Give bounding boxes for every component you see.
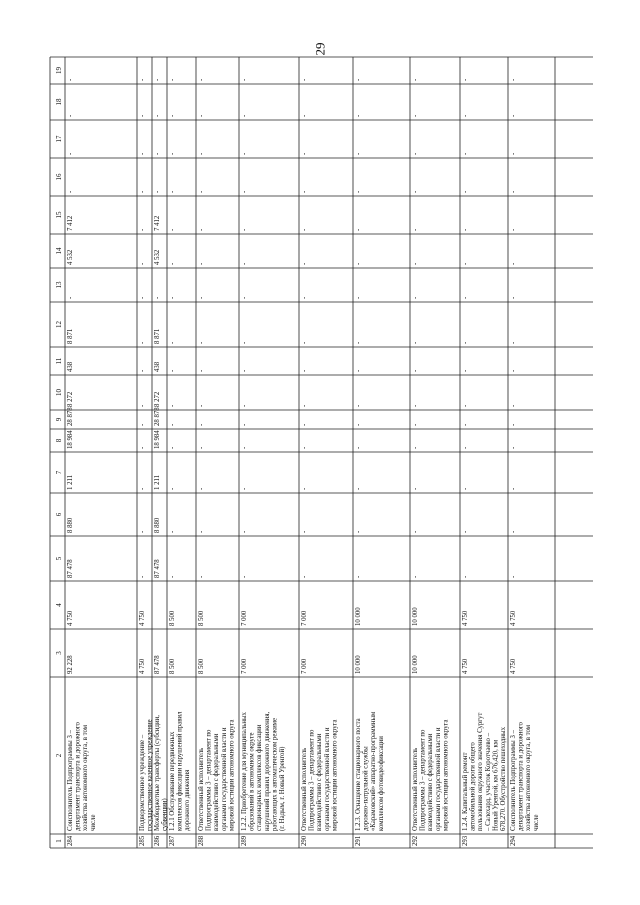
- cell-value: -: [301, 262, 308, 265]
- cell-value: -: [198, 487, 205, 490]
- row-description: органами государственной власти и: [323, 727, 331, 831]
- cell-value: 28 878: [154, 407, 161, 426]
- row-description: Подпрограммы 3 – департамент по: [419, 729, 427, 831]
- cell-value: 8 500: [198, 658, 205, 674]
- cell-value: -: [241, 114, 248, 117]
- row-description: взаимодействию с федеральными: [427, 733, 435, 831]
- cell-value: -: [67, 296, 74, 299]
- row-description: Ответственный исполнитель: [198, 747, 205, 831]
- cell-value: -: [462, 575, 469, 578]
- cell-value: 87 478: [154, 655, 161, 674]
- row-description: 1.2.4. Капитальный ремонт: [462, 752, 469, 831]
- cell-value: -: [355, 341, 362, 344]
- cell-value: -: [241, 341, 248, 344]
- cell-value: 87 478: [67, 559, 74, 578]
- cell-value: -: [462, 404, 469, 407]
- cell-value: -: [412, 296, 419, 299]
- cell-value: -: [169, 78, 176, 81]
- cell-value: -: [355, 296, 362, 299]
- cell-value: -: [67, 114, 74, 117]
- row-description: «Карамовский» аппаратно-программным: [370, 711, 378, 831]
- cell-value: -: [462, 446, 469, 449]
- cell-value: -: [510, 262, 517, 265]
- cell-value: -: [241, 404, 248, 407]
- cell-value: -: [301, 530, 308, 533]
- row-description: Межбюджетные трансферты (субсидии,: [154, 715, 161, 831]
- cell-value: -: [169, 114, 176, 117]
- cell-value: -: [67, 152, 74, 155]
- row-number: 286: [154, 835, 161, 846]
- column-number: 10: [55, 389, 63, 396]
- cell-value: -: [139, 446, 146, 449]
- row-number: 289: [241, 835, 248, 846]
- cell-value: 438: [67, 361, 74, 372]
- cell-value: -: [139, 262, 146, 265]
- cell-value: 7 412: [154, 215, 161, 231]
- row-description: автомобильной дороги общего: [469, 742, 477, 831]
- cell-value: -: [301, 446, 308, 449]
- cell-value: -: [198, 78, 205, 81]
- column-number: 17: [55, 135, 63, 143]
- cell-value: -: [169, 262, 176, 265]
- cell-value: -: [241, 369, 248, 372]
- cell-value: -: [169, 296, 176, 299]
- cell-value: -: [169, 190, 176, 193]
- cell-value: 4 750: [462, 658, 469, 674]
- row-description: 1.2.1 Обслуживание передвижных: [169, 731, 176, 831]
- column-number: 2: [55, 753, 63, 758]
- cell-value: -: [154, 190, 161, 193]
- cell-value: -: [198, 296, 205, 299]
- cell-value: -: [462, 190, 469, 193]
- cell-value: 87 478: [154, 559, 161, 578]
- cell-value: 10 000: [355, 607, 362, 626]
- cell-value: -: [301, 575, 308, 578]
- column-number: 14: [55, 247, 63, 255]
- column-number: 7: [55, 470, 63, 475]
- cell-value: -: [301, 369, 308, 372]
- cell-value: -: [198, 190, 205, 193]
- cell-value: 7 000: [301, 658, 308, 674]
- cell-value: -: [412, 530, 419, 533]
- cell-value: -: [139, 114, 146, 117]
- cell-value: -: [198, 575, 205, 578]
- row-description: государственное казенное учреждение: [146, 719, 154, 831]
- row-description: 1.2.2. Приобретение для муниципальных: [241, 712, 248, 831]
- row-description: дорожного движения: [184, 769, 192, 831]
- cell-value: -: [169, 423, 176, 426]
- cell-value: -: [510, 575, 517, 578]
- cell-value: -: [510, 369, 517, 372]
- cell-value: 4 532: [67, 249, 74, 265]
- cell-value: -: [355, 369, 362, 372]
- cell-value: 4 750: [510, 610, 517, 626]
- cell-value: -: [462, 369, 469, 372]
- cell-value: -: [241, 262, 248, 265]
- row-description: числе: [89, 814, 97, 831]
- cell-value: 4 750: [139, 658, 146, 674]
- cell-value: -: [198, 446, 205, 449]
- cell-value: -: [462, 423, 469, 426]
- cell-value: -: [462, 78, 469, 81]
- cell-value: -: [462, 114, 469, 117]
- row-description: комплексов фиксации нарушений правил: [176, 711, 184, 831]
- cell-value: -: [139, 78, 146, 81]
- cell-value: -: [198, 152, 205, 155]
- cell-value: 4 750: [510, 658, 517, 674]
- cell-value: 4 532: [154, 249, 161, 265]
- cell-value: -: [510, 190, 517, 193]
- cell-value: -: [169, 530, 176, 533]
- cell-value: 8 880: [154, 517, 161, 533]
- cell-value: -: [139, 190, 146, 193]
- cell-value: 1 211: [154, 474, 161, 490]
- row-description: органами государственной власти и: [434, 727, 442, 831]
- cell-value: 8 500: [169, 610, 176, 626]
- cell-value: 8 500: [198, 610, 205, 626]
- cell-value: -: [355, 190, 362, 193]
- cell-value: -: [510, 423, 517, 426]
- cell-value: -: [355, 423, 362, 426]
- cell-value: -: [510, 78, 517, 81]
- cell-value: -: [412, 190, 419, 193]
- cell-value: -: [154, 296, 161, 299]
- cell-value: -: [301, 190, 308, 193]
- row-description: (г. Надым, г. Новый Уренгой): [279, 746, 286, 831]
- cell-value: -: [139, 152, 146, 155]
- cell-value: -: [241, 152, 248, 155]
- cell-value: -: [510, 341, 517, 344]
- cell-value: 8 871: [154, 328, 161, 344]
- row-description: взаимодействию с федеральными: [213, 733, 221, 831]
- cell-value: -: [169, 446, 176, 449]
- row-description: 1.2.3. Оснащение стационарного поста: [355, 718, 362, 831]
- row-description: взаимодействию с федеральными: [316, 733, 324, 831]
- cell-value: -: [510, 296, 517, 299]
- row-description: мировой юстиции автономного округа: [442, 719, 450, 831]
- cell-value: 438: [154, 361, 161, 372]
- row-description: Подпрограммы 3 – департамент по: [308, 729, 316, 831]
- column-number: 16: [55, 173, 63, 181]
- cell-value: 7 000: [241, 658, 248, 674]
- cell-value: -: [510, 114, 517, 117]
- cell-value: -: [139, 296, 146, 299]
- cell-value: -: [241, 446, 248, 449]
- row-description: стационарных комплексов фиксации: [256, 724, 264, 831]
- cell-value: -: [241, 190, 248, 193]
- row-description: департамент транспорта и дорожного: [517, 722, 525, 831]
- cell-value: -: [301, 114, 308, 117]
- cell-value: -: [412, 446, 419, 449]
- cell-value: -: [139, 404, 146, 407]
- cell-value: -: [154, 152, 161, 155]
- cell-value: -: [355, 114, 362, 117]
- column-number: 9: [55, 417, 63, 422]
- column-number: 6: [55, 512, 63, 517]
- cell-value: -: [355, 404, 362, 407]
- column-number: 15: [55, 211, 63, 219]
- cell-value: -: [462, 228, 469, 231]
- row-description: мировой юстиции автономного округа: [331, 719, 339, 831]
- cell-value: -: [139, 369, 146, 372]
- row-description: мировой юстиции автономного округа: [228, 719, 236, 831]
- cell-value: -: [412, 369, 419, 372]
- cell-value: -: [462, 487, 469, 490]
- cell-value: -: [139, 228, 146, 231]
- cell-value: -: [412, 575, 419, 578]
- row-number: 284: [67, 835, 74, 846]
- cell-value: -: [169, 369, 176, 372]
- cell-value: -: [67, 190, 74, 193]
- cell-value: -: [198, 228, 205, 231]
- row-description: Ответственный исполнитель: [412, 747, 419, 831]
- row-number: 291: [355, 835, 362, 846]
- cell-value: -: [198, 404, 205, 407]
- row-description: органами государственной власти и: [220, 727, 228, 831]
- cell-value: -: [412, 114, 419, 117]
- row-number: 285: [139, 835, 146, 846]
- cell-value: -: [169, 487, 176, 490]
- cell-value: -: [412, 423, 419, 426]
- cell-value: -: [301, 152, 308, 155]
- column-number: 1: [55, 839, 63, 843]
- cell-value: -: [198, 530, 205, 533]
- row-description: Подпрограммы 3 – департамент по: [205, 729, 213, 831]
- cell-value: -: [510, 487, 517, 490]
- cell-value: 4 750: [139, 610, 146, 626]
- row-description: Соисполнитель Подпрограммы 3 –: [67, 730, 74, 831]
- cell-value: -: [412, 262, 419, 265]
- cell-value: 8 272: [67, 391, 74, 407]
- cell-value: 92 228: [67, 655, 74, 674]
- cell-value: -: [355, 446, 362, 449]
- cell-value: -: [412, 341, 419, 344]
- cell-value: -: [301, 487, 308, 490]
- row-description: – Салехард, участок Коротчаево –: [484, 732, 492, 831]
- cell-value: 10 000: [355, 655, 362, 674]
- cell-value: 10 000: [412, 655, 419, 674]
- row-description: дорожно-патрульной службы: [362, 746, 370, 831]
- column-number: 18: [55, 98, 63, 106]
- cell-value: -: [169, 341, 176, 344]
- column-number: 12: [55, 321, 63, 328]
- cell-value: -: [355, 152, 362, 155]
- cell-value: -: [241, 78, 248, 81]
- row-description: числе: [532, 814, 540, 831]
- cell-value: -: [198, 369, 205, 372]
- row-description: Подведомственное учреждение –: [139, 734, 146, 831]
- column-number: 11: [55, 357, 63, 365]
- cell-value: -: [154, 78, 161, 81]
- row-number: 287: [169, 835, 176, 846]
- cell-value: -: [355, 228, 362, 231]
- cell-value: 8 272: [154, 391, 161, 407]
- cell-value: -: [139, 575, 146, 578]
- cell-value: -: [355, 78, 362, 81]
- cell-value: 7 000: [301, 610, 308, 626]
- cell-value: -: [301, 228, 308, 231]
- cell-value: 28 878: [67, 407, 74, 426]
- column-number: 8: [55, 438, 63, 443]
- cell-value: 7 000: [241, 610, 248, 626]
- row-description: пользования окружного значения Сургут: [477, 712, 485, 831]
- cell-value: -: [198, 262, 205, 265]
- cell-value: -: [462, 152, 469, 155]
- cell-value: -: [355, 262, 362, 265]
- column-number: 19: [55, 67, 63, 74]
- row-number: 290: [301, 835, 308, 846]
- cell-value: -: [169, 404, 176, 407]
- row-number: 293: [462, 835, 469, 846]
- cell-value: -: [355, 575, 362, 578]
- cell-value: -: [412, 152, 419, 155]
- cell-value: 1 211: [67, 474, 74, 490]
- cell-value: 8 871: [67, 328, 74, 344]
- row-number: 292: [412, 835, 419, 846]
- cell-value: -: [301, 78, 308, 81]
- cell-value: -: [241, 423, 248, 426]
- cell-value: -: [355, 487, 362, 490]
- cell-value: -: [510, 228, 517, 231]
- cell-value: -: [198, 114, 205, 117]
- row-description: департамент транспорта и дорожного: [74, 722, 82, 831]
- cell-value: -: [355, 530, 362, 533]
- cell-value: -: [462, 262, 469, 265]
- cell-value: -: [154, 114, 161, 117]
- row-description: хозяйства автономного округа, в том: [82, 724, 90, 831]
- row-description: образований в автономном округе: [248, 732, 256, 831]
- cell-value: 18 984: [154, 430, 161, 449]
- row-number: 288: [198, 835, 205, 846]
- cell-value: -: [412, 487, 419, 490]
- column-number: 13: [55, 281, 63, 289]
- row-description: хозяйства автономного округа, в том: [525, 724, 533, 831]
- cell-value: -: [301, 296, 308, 299]
- cell-value: -: [462, 530, 469, 533]
- cell-value: -: [301, 341, 308, 344]
- cell-value: -: [139, 423, 146, 426]
- cell-value: -: [301, 404, 308, 407]
- table-grid: [50, 57, 593, 848]
- row-description: комплексом фотовидеофиксации: [377, 736, 385, 831]
- row-description: работающих в автоматическом режиме: [271, 717, 279, 831]
- cell-value: -: [510, 404, 517, 407]
- cell-value: -: [241, 296, 248, 299]
- cell-value: -: [510, 446, 517, 449]
- row-description: 678,270. Обустройство пешеходных: [500, 727, 507, 831]
- cell-value: -: [198, 341, 205, 344]
- cell-value: -: [169, 152, 176, 155]
- row-description: Новый Уренгой, км 676,420, км: [492, 739, 500, 831]
- cell-value: -: [412, 228, 419, 231]
- table-text: [55, 67, 540, 847]
- row-number: 294: [510, 835, 517, 846]
- cell-value: -: [241, 530, 248, 533]
- cell-value: -: [241, 487, 248, 490]
- cell-value: -: [169, 575, 176, 578]
- row-description: Ответственный исполнитель: [301, 747, 308, 831]
- cell-value: -: [462, 296, 469, 299]
- cell-value: -: [510, 530, 517, 533]
- cell-value: -: [301, 423, 308, 426]
- row-description: Соисполнитель Подпрограммы 3 –: [510, 730, 517, 831]
- cell-value: -: [241, 575, 248, 578]
- cell-value: 4 750: [67, 610, 74, 626]
- cell-value: 8 880: [67, 517, 74, 533]
- cell-value: 10 000: [412, 607, 419, 626]
- column-number: 4: [55, 603, 63, 607]
- row-description: нарушений правил дорожного движения,: [263, 711, 271, 831]
- column-number: 3: [55, 651, 63, 655]
- cell-value: 4 750: [462, 610, 469, 626]
- page-number-text: 29: [312, 42, 327, 56]
- cell-value: -: [412, 404, 419, 407]
- row-description: субвенции): [161, 798, 169, 831]
- cell-value: 8 500: [169, 658, 176, 674]
- cell-value: 18 984: [67, 430, 74, 449]
- cell-value: -: [241, 228, 248, 231]
- cell-value: -: [139, 530, 146, 533]
- cell-value: -: [412, 78, 419, 81]
- cell-value: -: [67, 78, 74, 81]
- cell-value: -: [139, 487, 146, 490]
- column-number: 5: [55, 556, 63, 561]
- cell-value: -: [510, 152, 517, 155]
- cell-value: 7 412: [67, 215, 74, 231]
- cell-value: -: [139, 341, 146, 344]
- cell-value: -: [198, 423, 205, 426]
- cell-value: -: [169, 228, 176, 231]
- cell-value: -: [462, 341, 469, 344]
